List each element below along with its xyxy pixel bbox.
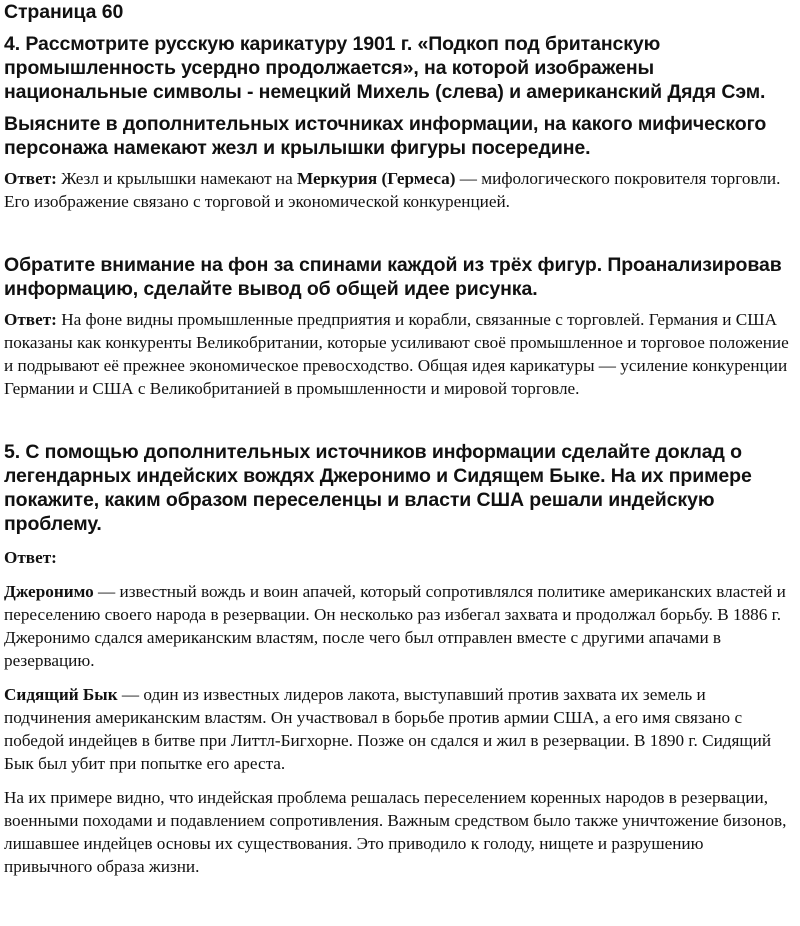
answer-5-label: Ответ:: [4, 548, 57, 567]
answer-4-part-b: [4, 167, 796, 213]
page-title: Страница 60: [4, 1, 124, 23]
answer-text: На фоне видны промышленные предприятия и корабли, связанные с торговлей. Германия и США показаны как конкуренты Великобритании, которые усиливают своё промышленное и торговое положение и подрывают её прежнее экономическое превосходство. Общая идея карикатуры — усиление конкуренции Германии и США с Великобританией в промышленности и мировой торговле.: [4, 310, 789, 398]
sitting-bull-text: — один из известных лидеров лакота, выступавший против захвата их земель и подчинения американским властям. Он участвовал в борьбе против армии США, а его имя связано с победой индейцев в битве при Литтл-Бигхорне. Позже он сдался и жил в резервации. В 1890 г. Сидящий Бык был убит при попытке его ареста.: [4, 685, 772, 773]
sitting-bull-name: Сидящий Бык: [4, 685, 118, 704]
sitting-bull-paragraph: [4, 683, 796, 775]
answer-label: Ответ:: [4, 169, 57, 188]
question-5: 5. С помощью дополнительных источников информации сделайте доклад о легендарных индейских вождях Джеронимо и Сидящем Быке. На их примере покажите, каким образом переселенцы и власти США решали индейскую проблему.: [4, 441, 752, 535]
question-4-part-c: Обратите внимание на фон за спинами каждой из трёх фигур. Проанализировав информацию, сделайте вывод об общей идее рисунка.: [4, 254, 782, 300]
question-4-intro: 4. Рассмотрите русскую карикатуру 1901 г. «Подкоп под британскую промышленность усердно продолжается», на которой изображены национальные символы - немецкий Михель (слева) и американский Дядя Сэм.: [4, 33, 766, 103]
document-page: [4, 0, 796, 878]
question-4-part-b: Выясните в дополнительных источниках информации, на какого мифического персонажа намекают жезл и крылышки фигуры посередине.: [4, 113, 767, 159]
geronimo-name: Джеронимо: [4, 582, 94, 601]
geronimo-text: — известный вождь и воин апачей, который сопротивлялся политике американских властей и переселению своего народа в резервации. Он несколько раз избегал захвата и продолжал борьбу. В 1886 г. Джеронимо сдался американским властям, после чего был отправлен вместе с другими апачами в резервацию.: [4, 582, 786, 670]
geronimo-paragraph: [4, 580, 796, 672]
answer-text: — мифологического покровителя торговли. Его изображение связано с торговой и экономической конкуренцией.: [4, 169, 781, 211]
answer-text: Жезл и крылышки намекают на: [56, 169, 298, 188]
answer-4-part-c: [4, 308, 796, 400]
answer-label: Ответ:: [4, 310, 57, 329]
answer-highlight: Меркурия (Гермеса): [297, 169, 456, 188]
conclusion-paragraph: На их примере видно, что индейская проблема решалась переселением коренных народов в резервации, военными походами и подавлением сопротивления. Важным средством было также уничтожение бизонов, лишавшее индейцев основы их существования. Это приводило к голоду, нищете и разрушению привычного образа жизни.: [4, 788, 787, 876]
